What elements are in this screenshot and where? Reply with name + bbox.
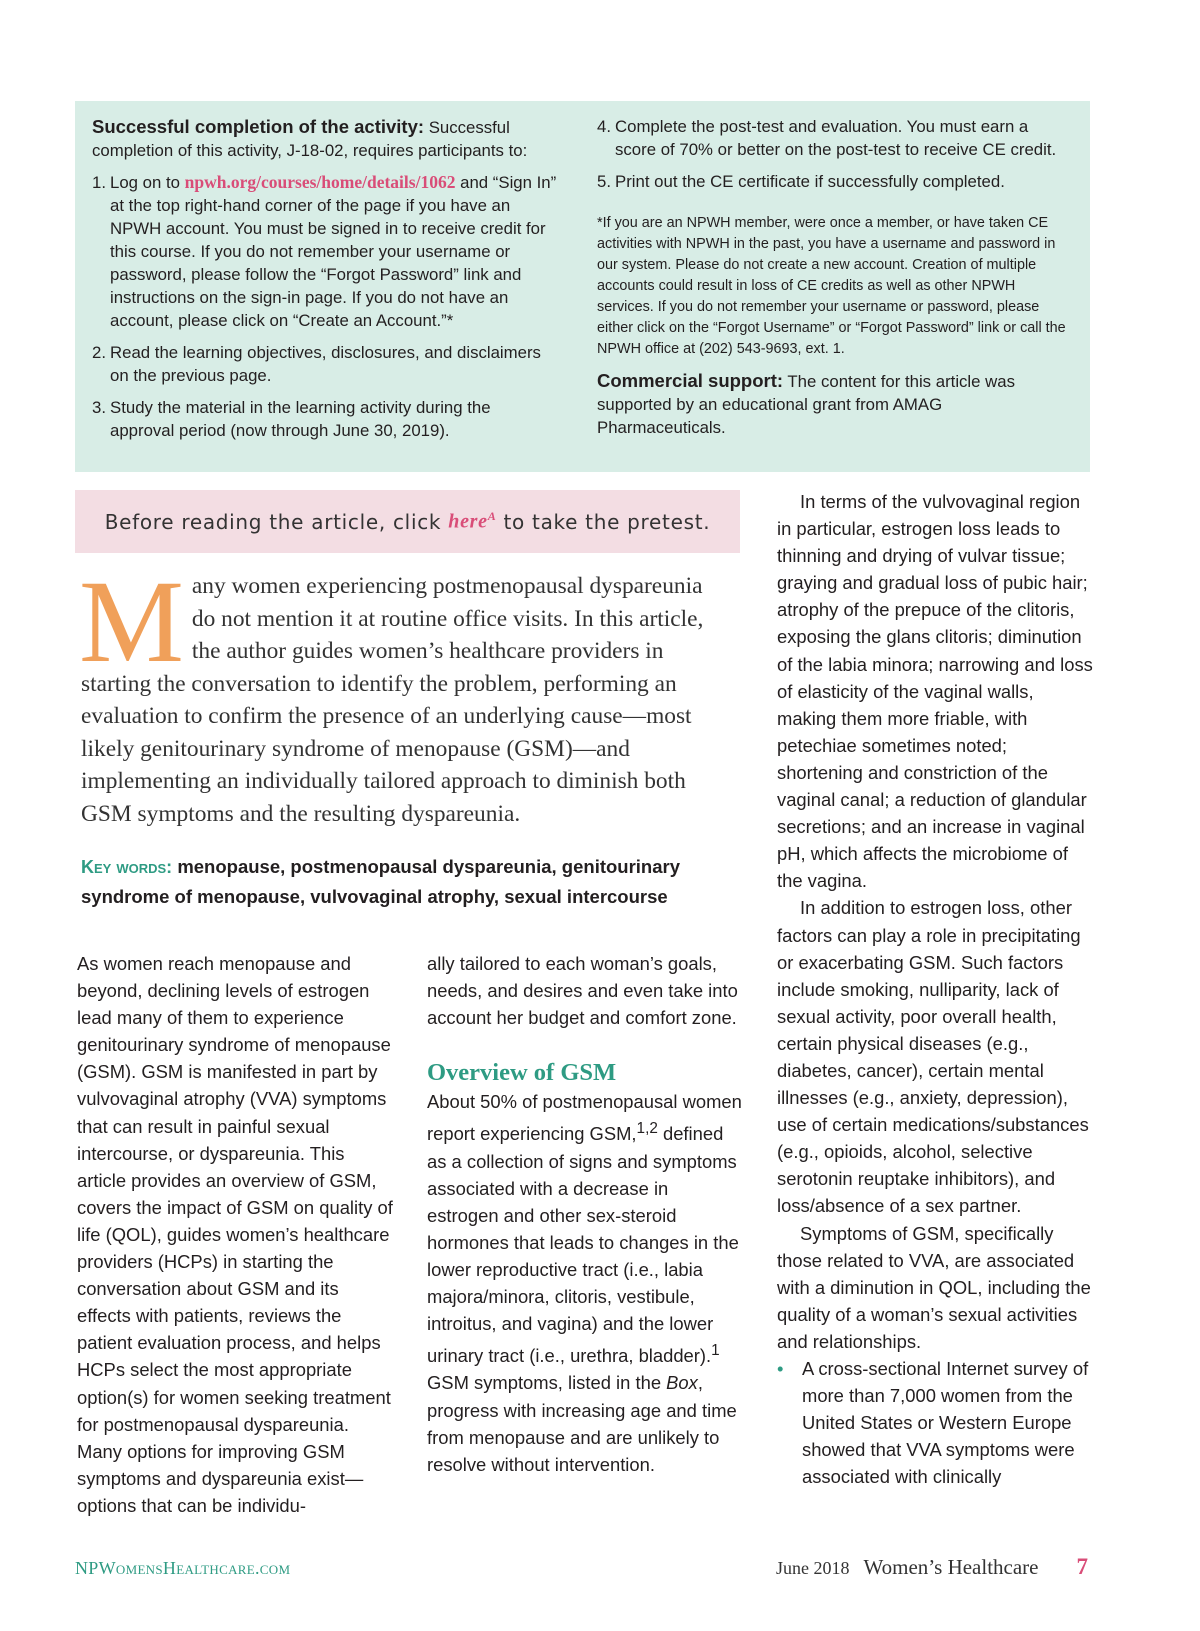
section-heading: Overview of GSM <box>427 1059 617 1087</box>
pretest-after: to take the pretest. <box>503 509 711 534</box>
qol-paragraph: Symptoms of GSM, specifically those related to VVA, are associated with a diminution in QOL, including the quality of a woman’s sexual activities and relationships. <box>777 1222 1091 1352</box>
drop-cap: M <box>79 556 184 687</box>
ce-instructions-right-column <box>597 115 1072 448</box>
step-3-text: Study the material in the learning activity during the approval period (now through June 30, 2019). <box>110 398 491 440</box>
key-words-text: menopause, postmenopausal dyspareunia, genitourinary syndrome of menopause, vulvovaginal atrophy, sexual intercourse <box>81 856 681 907</box>
commercial-support <box>597 369 1072 439</box>
completion-heading: Successful completion of the activity: <box>92 116 425 137</box>
steps-list-continued <box>597 115 1072 193</box>
pretest-before: Before reading the article, click <box>104 509 442 534</box>
step-2 <box>92 341 557 387</box>
key-words <box>81 852 741 911</box>
survey-bullet <box>777 1355 1097 1490</box>
journal-name: Women’s Healthcare <box>863 1555 1039 1579</box>
box-reference: Box <box>666 1372 698 1394</box>
pretest-link[interactable] <box>448 509 496 534</box>
factors-paragraph: In addition to estrogen loss, other factors can play a role in precipitating or exacerbating GSM. Such factors include smoking, nulliparity, lack of sexual activity, poor overall health, certain physical diseases (e.g., diabetes, cancer), certain mental illnesses (e.g., anxiety, depression), use of certain medications/substances (e.g., opioids, alcohol, selective serotonin reuptake inhibitors), and loss/absence of a sex partner. <box>777 897 1089 1217</box>
citation-sup: 1 <box>711 1342 720 1360</box>
step-number: 2. <box>92 343 106 362</box>
body-column-1 <box>77 950 397 1519</box>
step-1 <box>92 171 557 332</box>
overview-text-b: defined as a collection of signs and symptoms associated with a decrease in estrogen and other sex-steroid hormones that leads to changes in the lower reproductive tract (i.e., labia majora/minora, clitoris, vestibule, introitus, and vagina) and the lower urinary tract (i.e., urethra, bladder). <box>427 1123 739 1367</box>
body-column-3 <box>777 488 1097 1490</box>
intro-paragraph-continued: ally tailored to each woman’s goals, needs, and desires and even take into account her budget and comfort zone. <box>427 953 738 1029</box>
vulvovaginal-paragraph: In terms of the vulvovaginal region in particular, estrogen loss leads to thinning and drying of vulvar tissue; graying and gradual loss of pubic hair; atrophy of the prepuce of the clitoris, exposing the glans clitoris; diminution of the labia minora; narrowing and loss of elasticity of the vaginal walls, making them more friable, with petechiae sometimes noted; shortening and constriction of the vaginal canal; a reduction of glandular secretions; and an increase in vaginal pH, which affects the microbiome of the vagina. <box>777 491 1093 892</box>
intro-paragraph: As women reach menopause and beyond, declining levels of estrogen lead many of them to experience genitourinary syndrome of menopause (GSM). GSM is manifested in part by vulvovaginal atrophy (VVA) symptoms that can result in painful sexual intercourse, or dyspareunia. This article provides an overview of GSM, covers the impact of GSM on quality of life (QOL), guides women’s healthcare providers (HCPs) in starting the conversation about GSM and its effects with patients, reviews the patient evaluation process, and helps HCPs select the most appropriate option(s) for women seeking treatment for postmenopausal dyspareunia. Many options for improving GSM symptoms and dyspareunia exist—options that can be individu- <box>77 953 393 1516</box>
overview-text-d: , progress with increasing age and time from menopause and are unlikely to resolve without intervention. <box>427 1372 737 1475</box>
step-number: 4. <box>597 117 611 136</box>
completion-intro-text: Successful completion of this activity, J-18-02, requires participants to: <box>92 118 528 160</box>
footer-website[interactable]: NPWomensHealthcare.com <box>75 1558 291 1578</box>
pretest-link-text: here <box>448 510 488 533</box>
course-link[interactable]: npwh.org/courses/home/details/1062 <box>184 172 456 192</box>
key-words-label: Key words: <box>81 857 173 877</box>
completion-intro <box>92 115 557 162</box>
step-5-text: Print out the CE certificate if successfully completed. <box>615 172 1005 191</box>
step-1-post: and “Sign In” at the top right-hand corner of the page if you have an NPWH account. You must be signed in to receive credit for this course. If you do not remember your username or password, please follow the “Forgot Password” link and instructions on the sign-in page. If you do not have an account, please click on “Create an Account.”* <box>110 173 557 330</box>
account-footnote: *If you are an NPWH member, were once a member, or have taken CE activities with NPWH in the past, you have a username and password in our system. Please do not create a new account. Creation of multiple accounts could result in loss of CE credits as well as other NPWH services. If you do not remember your username or password, please either click on the “Forgot Username” or “Forgot Password” link or call the NPWH office at (202) 543-9693, ext. 1. <box>597 215 1066 357</box>
step-number: 1. <box>92 173 106 192</box>
step-2-text: Read the learning objectives, disclosures, and disclaimers on the previous page. <box>110 343 541 385</box>
overview-text-c: GSM symptoms, listed in the <box>427 1372 667 1394</box>
body-column-2 <box>427 950 742 1478</box>
overview-text-a: About 50% of postmenopausal women report experiencing GSM, <box>427 1091 742 1145</box>
bullet-icon: • <box>777 1358 784 1379</box>
ce-instructions-left-column <box>92 115 557 451</box>
footer-info <box>776 1554 1088 1580</box>
step-4 <box>597 115 1072 161</box>
step-4-text: Complete the post-test and evaluation. You must earn a score of 70% or better on the post-test to receive CE credit. <box>615 117 1057 159</box>
step-number: 3. <box>92 398 106 417</box>
citation-sup: 1,2 <box>636 1120 658 1138</box>
steps-list <box>92 171 557 442</box>
survey-bullet-text: A cross-sectional Internet survey of more than 7,000 women from the United States or Western Europe showed that VVA symptoms were associated with clinically <box>802 1358 1089 1488</box>
pretest-link-sup: A <box>487 509 497 524</box>
article-abstract <box>79 556 731 830</box>
support-heading: Commercial support: <box>597 370 784 391</box>
step-3 <box>92 396 557 442</box>
step-1-pre: Log on to <box>110 173 180 192</box>
overview-paragraph <box>427 1088 742 1478</box>
page-number: 7 <box>1076 1554 1088 1579</box>
abstract-text: any women experiencing postmenopausal dyspareunia do not mention it at routine office visits. In this article, the author guides women’s healthcare providers in starting the conversation to identify the problem, performing an evaluation to confirm the presence of an underlying cause—most likely genitourinary syndrome of menopause (GSM)—and implementing an individually tailored approach to diminish both GSM symptoms and the resulting dyspareunia. <box>81 573 704 827</box>
ce-instructions-box <box>75 101 1090 472</box>
step-number: 5. <box>597 172 611 191</box>
pretest-banner <box>75 490 740 553</box>
support-text: The content for this article was supported by an educational grant from AMAG Pharmaceuticals. <box>597 372 1016 437</box>
issue-date: June 2018 <box>776 1558 850 1578</box>
step-5 <box>597 170 1072 193</box>
